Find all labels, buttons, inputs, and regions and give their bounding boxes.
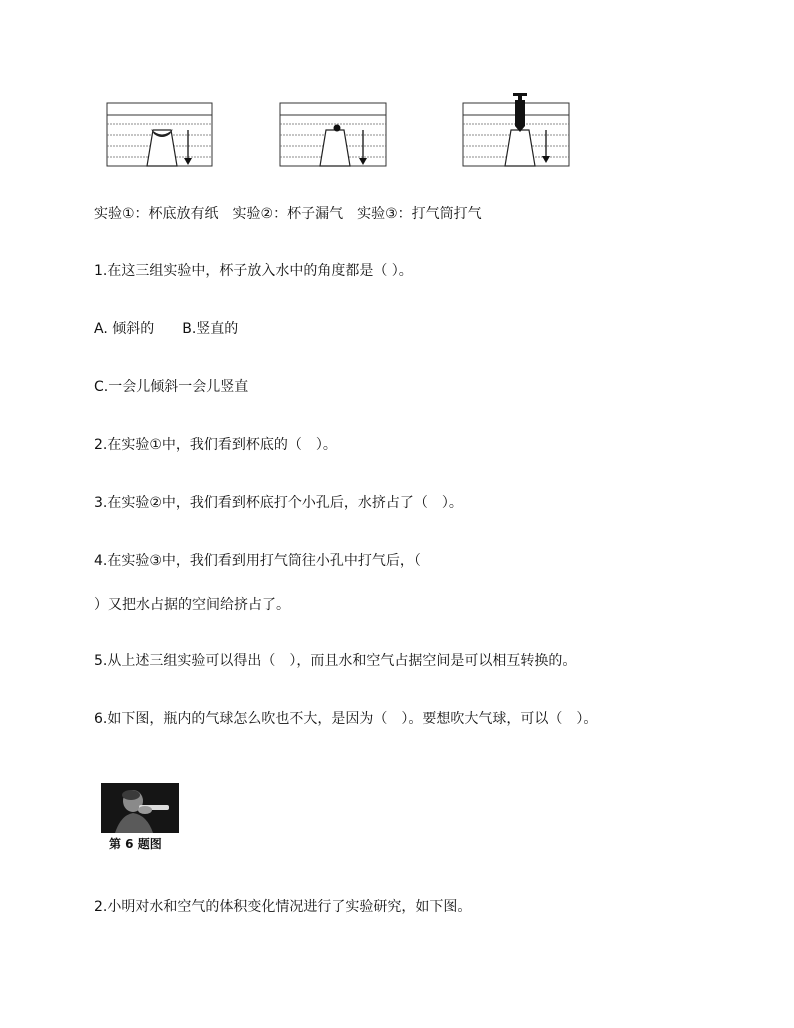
question-1-option-c: C.一会儿倾斜一会儿竖直: [94, 379, 249, 395]
experiment-1-figure: [106, 102, 214, 168]
question-4-part-2: ）又把水占据的空间给挤占了。: [94, 597, 290, 613]
question-1: 1.在这三组实验中，杯子放入水中的角度都是（ ）。: [94, 263, 413, 279]
experiments-label: 实验①：杯底放有纸 实验②：杯子漏气 实验③：打气筒打气: [94, 206, 482, 222]
question-5: 5.从上述三组实验可以得出（ ），而且水和空气占据空间是可以相互转换的。: [94, 653, 577, 669]
question-3: 3.在实验②中，我们看到杯底打个小孔后，水挤占了（ ）。: [94, 495, 463, 511]
figure-6-caption: 第 6 题图: [109, 837, 162, 851]
experiment-2-figure: [279, 102, 389, 168]
next-question: 2.小明对水和空气的体积变化情况进行了实验研究，如下图。: [94, 899, 472, 915]
question-4-part-1: 4.在实验③中，我们看到用打气筒往小孔中打气后，（: [94, 553, 421, 569]
question-6: 6.如下图，瓶内的气球怎么吹也不大，是因为（ ）。要想吹大气球，可以（ ）。: [94, 711, 598, 727]
experiment-3-figure: [462, 90, 572, 168]
question-6-photo: [101, 783, 179, 833]
question-2: 2.在实验①中，我们看到杯底的（ ）。: [94, 437, 337, 453]
question-1-options-ab: A. 倾斜的 B.竖直的: [94, 321, 239, 337]
